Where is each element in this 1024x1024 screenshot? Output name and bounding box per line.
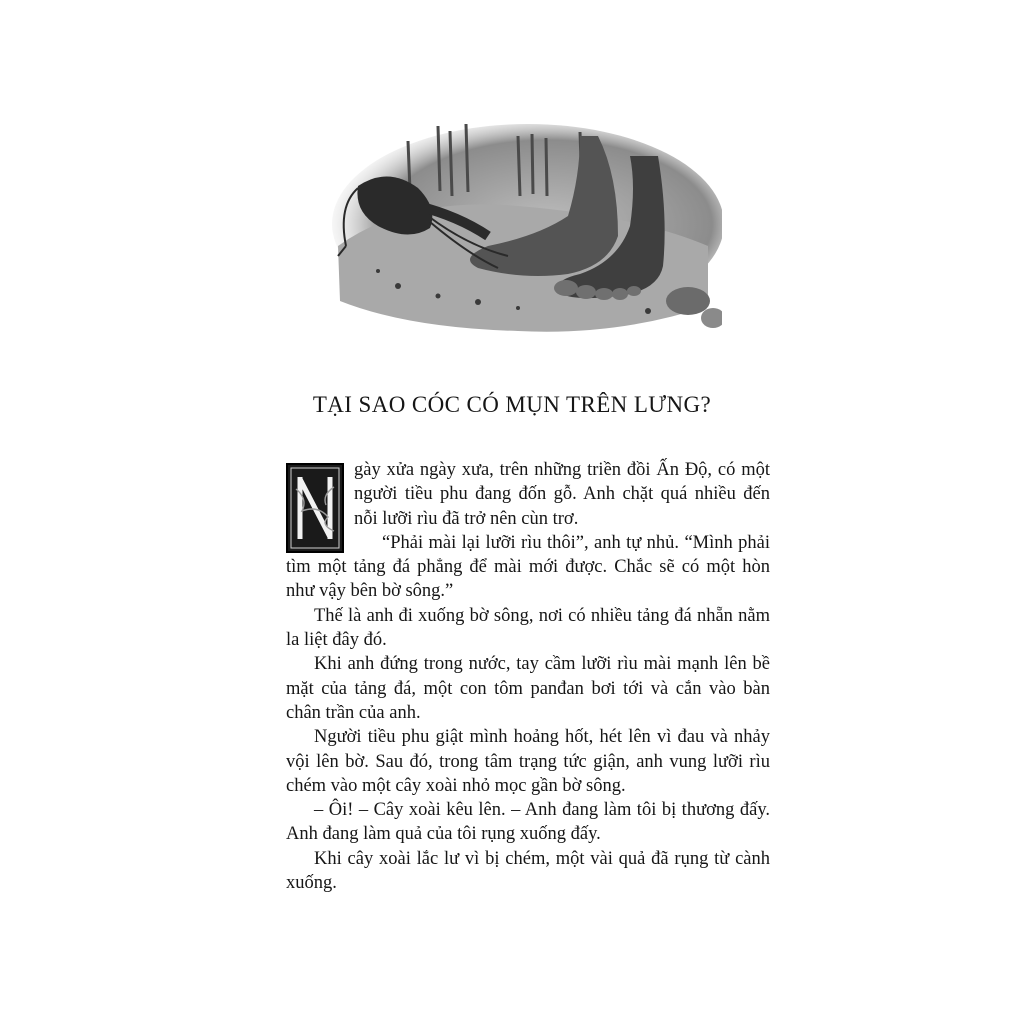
story-text	[286, 458, 770, 895]
crayfish-and-foot-illustration	[318, 96, 722, 348]
paragraph: Thế là anh đi xuống bờ sông, nơi có nhiều tảng đá nhẵn nằm la liệt đây đó.	[286, 605, 770, 651]
story-title: TẠI SAO CÓC CÓ MỤN TRÊN LƯNG?	[312, 392, 712, 417]
paragraph: Khi cây xoài lắc lư vì bị chém, một vài quả đã rụng từ cành xuống.	[286, 848, 770, 894]
paragraph: – Ôi! – Cây xoài kêu lên. – Anh đang làm tôi bị thương đấy. Anh đang làm quả của tôi rụng xuống đấy.	[286, 800, 770, 845]
paragraph: gày xửa ngày xưa, trên những triền đồi Ấn Độ, có một người tiều phu đang đốn gỗ. Anh chặt quá nhiều đến nỗi lưỡi rìu đã trở nên cùn trơ.	[354, 460, 770, 529]
paragraph: “Phải mài lại lưỡi rìu thôi”, anh tự nhủ. “Mình phải tìm một tảng đá phẳng để mài mới được. Chắc sẽ có một hòn như vậy bên bờ sông.”	[286, 532, 770, 602]
dropcap-letter-n	[286, 463, 344, 553]
paragraph: Khi anh đứng trong nước, tay cầm lưỡi rìu mài mạnh lên bề mặt của tảng đá, một con tôm panđan bơi tới và cắn vào bàn chân trần của anh.	[286, 654, 770, 723]
paragraph: Người tiều phu giật mình hoảng hốt, hét lên vì đau và nhảy vội lên bờ. Sau đó, trong tâm trạng tức giận, anh vung lưỡi rìu chém vào một cây xoài nhỏ mọc gần bờ sông.	[286, 727, 770, 796]
